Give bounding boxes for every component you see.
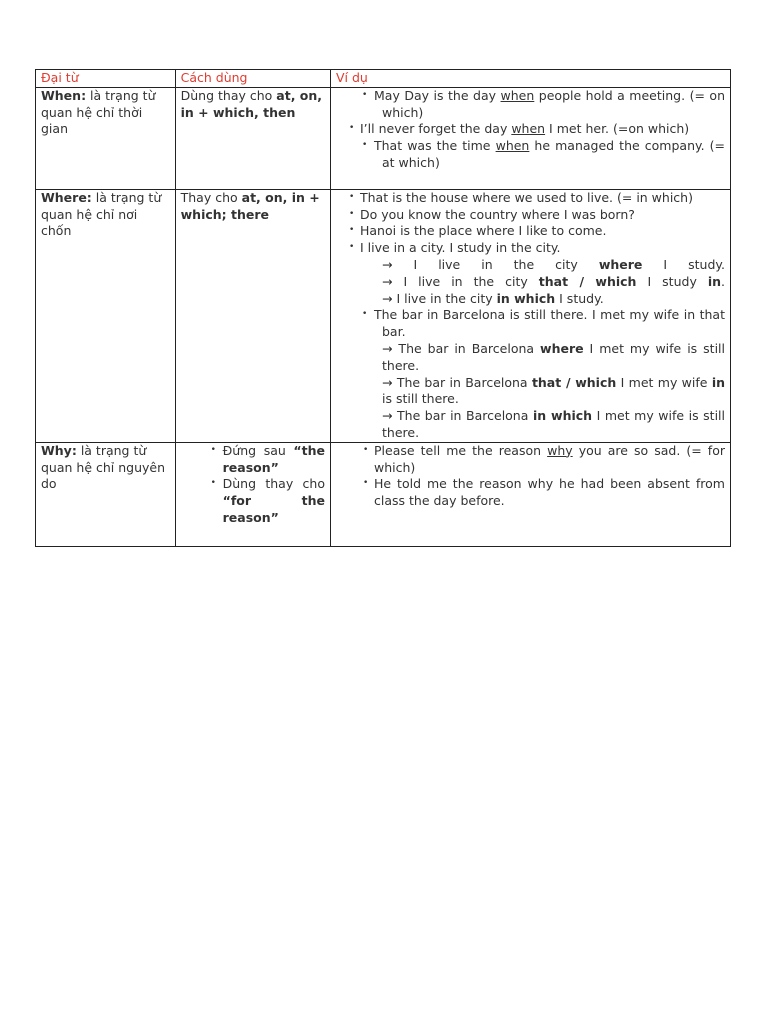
usage-bold: at, on, in + which, then <box>180 87 323 120</box>
usage-cell <box>175 87 330 189</box>
rewrite-line: → The bar in Barcelona that / which I met my wife in is still there. <box>382 374 726 407</box>
rewrite-line: → I live in the city that / which I study in. <box>382 273 726 289</box>
pronoun-cell <box>36 87 176 189</box>
list-item: • Đứng sau “the reason” <box>223 443 325 477</box>
list-item: • Do you know the country where I was born? <box>336 207 725 224</box>
table-row-when <box>36 87 731 189</box>
list-item: • That was the time when he managed the company. (= at which) <box>336 138 725 172</box>
list-item: • That is the house where we used to live. (= in which) <box>336 190 725 207</box>
usage-list <box>181 443 325 527</box>
list-item: • The bar in Barcelona is still there. I met my wife in that bar. <box>336 307 725 341</box>
table-header-row <box>36 70 731 88</box>
list-item: • May Day is the day when people hold a meeting. (= on which) <box>336 88 725 122</box>
examples-list-2 <box>336 307 725 341</box>
header-pronoun: Đại từ <box>36 70 176 88</box>
usage-text: Dùng thay cho <box>180 87 277 103</box>
pronoun-cell <box>36 442 176 546</box>
pronoun-desc: là trạng từ quan hệ chỉ nguyên do <box>41 442 166 492</box>
examples-cell <box>331 189 731 442</box>
pronoun-cell <box>36 189 176 442</box>
list-item: • Dùng thay cho “for the reason” <box>223 476 325 526</box>
usage-bold: at, on, in + which; there <box>180 189 320 222</box>
rewrite-line: → The bar in Barcelona where I met my wife is still there. <box>382 340 725 373</box>
usage-cell <box>175 442 330 546</box>
header-examples: Ví dụ <box>331 70 731 88</box>
usage-text: Thay cho <box>180 189 242 205</box>
list-item: • I live in a city. I study in the city. <box>336 240 725 257</box>
examples-list <box>350 443 725 510</box>
relative-adverbs-table <box>35 69 731 547</box>
list-item: • Please tell me the reason why you are so sad. (= for which) <box>350 443 725 477</box>
pronoun-term: Where: <box>41 189 92 205</box>
examples-list <box>336 190 725 257</box>
pronoun-desc: là trạng từ quan hệ chỉ thời gian <box>41 87 156 137</box>
table-row-why <box>36 442 731 546</box>
list-item: • He told me the reason why he had been absent from class the day before. <box>350 476 725 510</box>
examples-list <box>336 88 725 172</box>
header-usage: Cách dùng <box>175 70 330 88</box>
rewrite-line: → The bar in Barcelona in which I met my wife is still there. <box>382 408 725 440</box>
usage-cell <box>175 189 330 442</box>
pronoun-term: When: <box>41 87 87 103</box>
examples-cell <box>331 442 731 546</box>
table-row-where <box>36 189 731 442</box>
pronoun-term: Why: <box>41 442 77 458</box>
list-item: • I’ll never forget the day when I met her. (=on which) <box>336 121 725 138</box>
rewrite-line: → I live in the city where I study. <box>382 256 725 272</box>
examples-cell <box>331 87 731 189</box>
list-item: • Hanoi is the place where I like to come. <box>336 223 725 240</box>
rewrite-line: → I live in the city in which I study. <box>382 290 604 306</box>
pronoun-desc: là trạng từ quan hệ chỉ nơi chốn <box>41 189 162 239</box>
